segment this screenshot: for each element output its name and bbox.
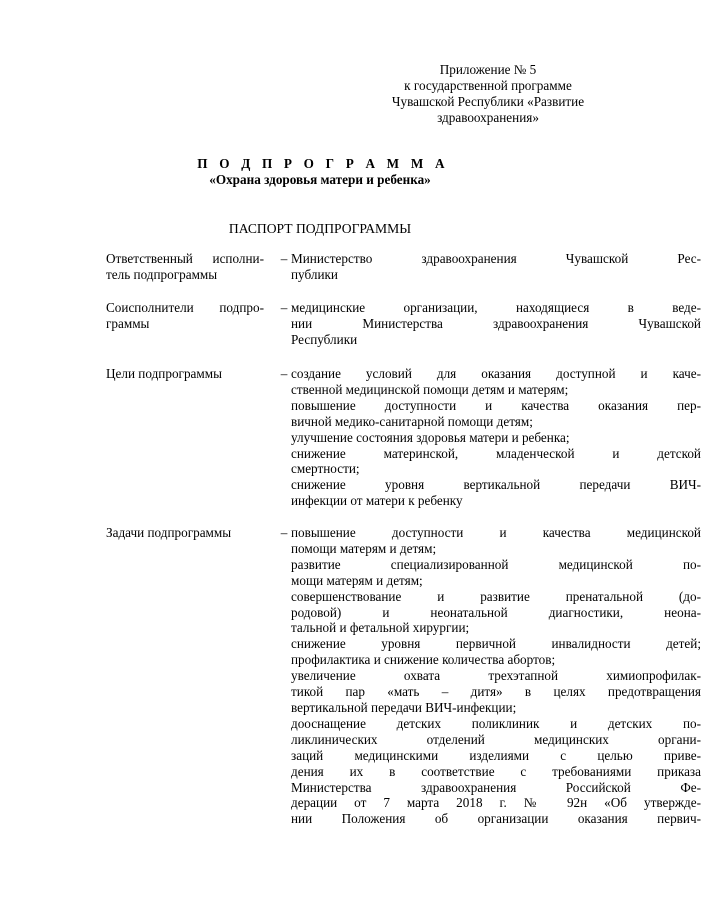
content-line: дения их в соответствие с требованиями приказа — [291, 763, 701, 779]
row-label-line: Задачи подпрограммы — [106, 525, 232, 540]
appendix-line: здравоохранения» — [437, 109, 539, 125]
appendix-line: Чувашской Республики «Развитие — [391, 93, 585, 109]
content-line: ственной медицинской помощи детям и матерям; — [291, 381, 569, 397]
row-content — [291, 300, 701, 348]
row-dash: – — [280, 525, 288, 540]
content-line: медицинские организации, находящиеся в веде- — [291, 300, 701, 315]
appendix-line: Приложение № 5 — [439, 62, 537, 77]
content-line: снижение уровня первичной инвалидности детей; — [291, 636, 701, 652]
subprogram-title — [0, 156, 640, 188]
passport-title: ПАСПОРТ ПОДПРОГРАММЫ — [228, 221, 412, 236]
content-line: создание условий для оказания доступной и каче- — [291, 366, 701, 381]
row-label-line: Цели подпрограммы — [106, 366, 222, 381]
content-line: развитие специализированной медицинской по- — [291, 556, 701, 572]
content-line: снижение материнской, младенческой и детской — [291, 445, 701, 461]
content-line: повышение доступности и качества медицинской — [291, 525, 701, 540]
row-label-line: тель подпрограммы — [106, 266, 218, 282]
subprogram-heading: П О Д П Р О Г Р А М М А — [197, 156, 449, 171]
row-dash: – — [280, 300, 288, 315]
content-line: нии Положения об организации оказания первич- — [291, 811, 701, 827]
content-line: инфекции от матери к ребенку — [291, 493, 463, 509]
content-line: смертности; — [291, 461, 360, 477]
content-line: ликлинических отделений медицинских органи- — [291, 731, 701, 747]
content-line: Министерство здравоохранения Чувашской Рес- — [291, 251, 701, 266]
content-line: Министерства здравоохранения Российской Фе- — [291, 779, 701, 795]
row-label-line: Ответственный исполни- — [106, 251, 264, 266]
row-dash: – — [280, 366, 288, 381]
content-line: улучшение состояния здоровья матери и ребенка; — [291, 429, 570, 445]
content-line: тальной и фетальной хирургии; — [291, 620, 470, 636]
content-line: родовой) и неонатальной диагностики, неона- — [291, 604, 701, 620]
row-content — [291, 525, 701, 827]
content-line: публики — [291, 266, 338, 282]
row-label — [106, 525, 264, 541]
content-line: повышение доступности и качества оказания пер- — [291, 397, 701, 413]
subprogram-name: «Охрана здоровья матери и ребенка» — [209, 171, 431, 187]
content-line: заций медицинскими изделиями с целью приве- — [291, 747, 701, 763]
content-line: совершенствование и развитие пренатальной (до- — [291, 588, 701, 604]
content-line: помощи матерям и детям; — [291, 540, 437, 556]
content-line: дооснащение детских поликлиник и детских по- — [291, 715, 701, 731]
appendix-header — [372, 62, 604, 126]
row-label-line: Соисполнители подпро- — [106, 300, 264, 315]
row-label — [106, 366, 264, 382]
content-line: снижение уровня вертикальной передачи ВИЧ- — [291, 477, 701, 493]
content-line: увеличение охвата трехэтапной химиопрофилак- — [291, 668, 701, 684]
row-label — [106, 251, 264, 283]
content-line: вичной медико-санитарной помощи детям; — [291, 413, 533, 429]
row-dash: – — [280, 251, 288, 266]
content-line: дерации от 7 марта 2018 г. № 92н «Об утвержде- — [291, 795, 701, 811]
content-line: вертикальной передачи ВИЧ-инфекции; — [291, 699, 517, 715]
appendix-line: к государственной программе — [404, 77, 572, 93]
row-content — [291, 366, 701, 509]
row-label-line: граммы — [106, 315, 150, 331]
content-line: профилактика и снижение количества абортов; — [291, 652, 556, 668]
row-content — [291, 251, 701, 283]
content-line: мощи матерям и детям; — [291, 572, 423, 588]
content-line: нии Министерства здравоохранения Чувашской — [291, 315, 701, 331]
row-label — [106, 300, 264, 332]
content-line: Республики — [291, 331, 358, 347]
content-line: тикой пар «мать – дитя» в целях предотвращения — [291, 684, 701, 700]
